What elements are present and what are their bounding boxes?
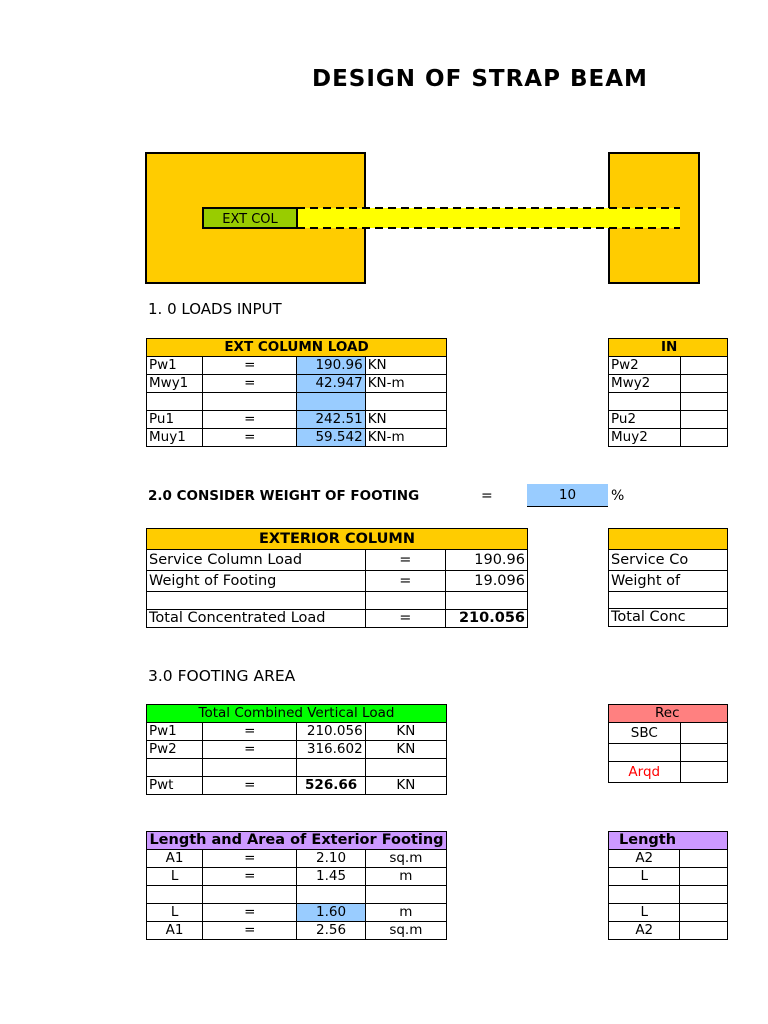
- table-row: [609, 886, 728, 904]
- vertical-load-table: [146, 704, 447, 795]
- interior-column-table: [608, 528, 728, 627]
- strap-beam-diagram: [0, 140, 680, 290]
- page-title: DESIGN OF STRAP BEAM: [312, 66, 648, 92]
- table-row: [147, 592, 528, 610]
- pw1-input[interactable]: 190.96: [297, 357, 365, 375]
- table-row: [609, 393, 728, 411]
- table-row: [609, 762, 728, 783]
- weight-percent-input[interactable]: 10: [527, 484, 608, 507]
- table-row: Pw1 = 210.056 KN: [147, 723, 447, 741]
- vertical-load-header: Total Combined Vertical Load: [147, 705, 447, 723]
- table-row: A2: [609, 850, 728, 868]
- table-row: Pw1 = 190.96 KN: [147, 357, 447, 375]
- weight-percent-unit: %: [611, 488, 625, 504]
- int-column-load-table: [608, 338, 728, 447]
- length-area-int-table: [608, 831, 728, 940]
- length-area-int-header: Length: [609, 832, 728, 850]
- required-area-table: [608, 704, 728, 783]
- table-row: Muy2: [609, 429, 728, 447]
- table-row: [609, 744, 728, 762]
- pu1-input[interactable]: 242.51: [297, 411, 365, 429]
- length-input[interactable]: 1.60: [297, 904, 365, 922]
- table-row: Total Concentrated Load = 210.056: [147, 610, 528, 628]
- weight-footing-heading: 2.0 CONSIDER WEIGHT OF FOOTING: [148, 488, 420, 504]
- table-row: Mwy1 = 42.947 KN-m: [147, 375, 447, 393]
- table-row: Weight of Footing = 19.096: [147, 571, 528, 592]
- table-row: L: [609, 868, 728, 886]
- table-row: A1 = 2.56 sq.m: [147, 922, 447, 940]
- exterior-column-header: EXTERIOR COLUMN: [147, 529, 528, 550]
- table-row: A1 = 2.10 sq.m: [147, 850, 447, 868]
- weight-equals: =: [481, 488, 493, 504]
- ext-column-load-header: EXT COLUMN LOAD: [147, 339, 447, 357]
- strap-beam: [297, 208, 680, 228]
- table-row: Pw2 = 316.602 KN: [147, 741, 447, 759]
- ext-column-load-table: [146, 338, 447, 447]
- table-row: L = 1.60 m: [147, 904, 447, 922]
- table-row: Weight of: [609, 571, 728, 592]
- table-row: Pw2: [609, 357, 728, 375]
- arqd-label: Arqd: [609, 762, 681, 783]
- length-area-ext-header: Length and Area of Exterior Footing: [147, 832, 447, 850]
- table-row: Muy1 = 59.542 KN-m: [147, 429, 447, 447]
- table-row: Service Column Load = 190.96: [147, 550, 528, 571]
- table-row: Service Co: [609, 550, 728, 571]
- table-row: Total Conc: [609, 609, 728, 627]
- table-row: A2: [609, 922, 728, 940]
- muy1-input[interactable]: 59.542: [297, 429, 365, 447]
- table-row: [147, 393, 447, 411]
- table-row: Pu2: [609, 411, 728, 429]
- mwy1-input[interactable]: 42.947: [297, 375, 365, 393]
- int-column-load-header: IN: [609, 339, 728, 357]
- exterior-column-label: EXT COL: [222, 212, 278, 227]
- table-row: SBC: [609, 723, 728, 744]
- table-row: [147, 886, 447, 904]
- length-area-ext-table: [146, 831, 447, 940]
- loads-input-heading: 1. 0 LOADS INPUT: [148, 300, 282, 318]
- table-row: Pwt = 526.66 KN: [147, 777, 447, 795]
- exterior-column-table: [146, 528, 528, 628]
- table-row: [147, 759, 447, 777]
- footing-area-heading: 3.0 FOOTING AREA: [148, 667, 296, 685]
- table-row: Mwy2: [609, 375, 728, 393]
- table-row: [609, 592, 728, 609]
- table-row: L = 1.45 m: [147, 868, 447, 886]
- table-row: L: [609, 904, 728, 922]
- required-area-header: Rec: [609, 705, 728, 723]
- table-row: Pu1 = 242.51 KN: [147, 411, 447, 429]
